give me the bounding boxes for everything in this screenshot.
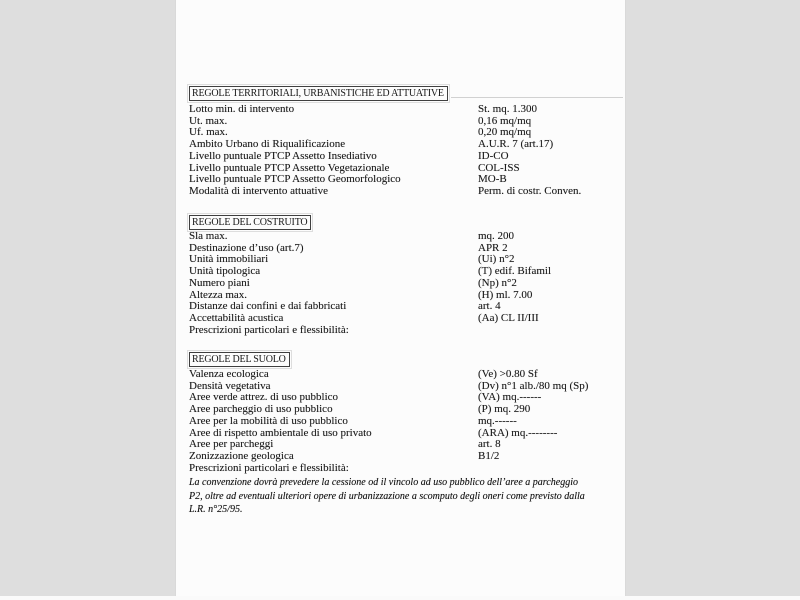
section-rows	[176, 369, 625, 474]
spec-value: Perm. di costr. Conven.	[478, 184, 582, 197]
note-line: La convenzione dovrà prevedere la cessione od il vincolo ad uso pubblico dell’aree a parcheggio	[189, 477, 578, 489]
section-title: REGOLE DEL COSTRUITO	[189, 215, 311, 230]
spec-row	[176, 325, 625, 337]
spec-value: (H) ml. 7.00	[478, 288, 533, 301]
spec-value: 0,16 mq/mq	[478, 114, 532, 127]
spec-value: ID-CO	[478, 149, 509, 162]
spec-label: Destinazione d’uso (art.7)	[189, 241, 304, 254]
section-regole-territoriali	[176, 83, 625, 198]
spec-label: Modalità di intervento attuative	[189, 184, 328, 197]
spec-value: APR 2	[478, 241, 508, 254]
spec-value: A.U.R. 7 (art.17)	[478, 138, 554, 151]
scan-edge-strip	[0, 596, 800, 600]
spec-row	[176, 186, 625, 198]
spec-label: Livello puntuale PTCP Assetto Geomorfologico	[189, 173, 401, 186]
spec-label: Aree verde attrez. di uso pubblico	[189, 391, 339, 404]
spec-value: art. 4	[478, 300, 501, 313]
spec-row	[176, 104, 625, 116]
spec-label: Densità vegetativa	[189, 379, 271, 392]
spec-value: St. mq. 1.300	[478, 103, 537, 115]
spec-row	[176, 451, 625, 463]
spec-value: (P) mq. 290	[478, 403, 531, 416]
prescriptions-note	[176, 476, 625, 517]
spec-label: Sla max.	[189, 230, 228, 242]
note-line: P2, oltre ad eventuali ulteriori opere di urbanizzazione a scomputo degli oneri come previsto dalla	[189, 490, 585, 502]
spec-value: art. 8	[478, 438, 501, 451]
spec-label: Ut. max.	[189, 114, 228, 127]
spec-value: MO-B	[478, 173, 507, 186]
spec-label: Zonizzazione geologica	[189, 449, 294, 462]
section-title: REGOLE TERRITORIALI, URBANISTICHE ED ATTUATIVE	[189, 86, 448, 101]
spec-value: (Aa) CL II/III	[478, 311, 539, 324]
spec-label: Altezza max.	[189, 288, 248, 301]
spec-label: Numero piani	[189, 276, 250, 289]
spec-row	[176, 369, 625, 381]
section-title: REGOLE DEL SUOLO	[189, 352, 290, 367]
spec-value: mq. 200	[478, 230, 515, 242]
spec-label: Aree per la mobilità di uso pubblico	[189, 414, 348, 427]
spec-value: mq.------	[478, 414, 517, 427]
spec-label: Uf. max.	[189, 126, 228, 139]
spec-value: (T) edif. Bifamil	[478, 265, 552, 278]
spec-label: Prescrizioni particolari e flessibilità:	[189, 323, 349, 336]
spec-value: 0,20 mq/mq	[478, 126, 532, 139]
section-rows	[176, 231, 625, 336]
spec-value: (Dv) n°1 alb./80 mq (Sp)	[478, 379, 589, 392]
spec-label: Unità tipologica	[189, 265, 261, 278]
spec-label: Lotto min. di intervento	[189, 103, 295, 115]
spec-label: Aree parcheggio di uso pubblico	[189, 403, 333, 416]
spec-label: Livello puntuale PTCP Assetto Insediativo	[189, 149, 377, 162]
spec-value: (Ui) n°2	[478, 253, 515, 266]
spec-label: Unità immobiliari	[189, 253, 269, 266]
spec-value: (Np) n°2	[478, 276, 517, 289]
spec-row	[176, 416, 625, 428]
spec-label: Accettabilità acustica	[189, 311, 284, 324]
document-page	[176, 0, 625, 600]
spec-value: (Ve) >0.80 Sf	[478, 368, 538, 380]
spec-value	[478, 463, 625, 475]
spec-value: B1/2	[478, 449, 500, 462]
spec-label: Ambito Urbano di Riqualificazione	[189, 138, 346, 151]
spec-label: Valenza ecologica	[189, 368, 269, 380]
spec-value	[478, 325, 625, 337]
spec-row	[176, 231, 625, 243]
spec-row	[176, 116, 625, 128]
spec-value: (ARA) mq.--------	[478, 426, 558, 439]
section-regole-del-costruito	[176, 212, 625, 336]
spec-row	[176, 151, 625, 163]
spec-label: Livello puntuale PTCP Assetto Vegetazionale	[189, 161, 390, 174]
spec-row	[176, 463, 625, 475]
note-line: L.R. n°25/95.	[189, 504, 243, 516]
spec-row	[176, 313, 625, 325]
spec-label: Aree di rispetto ambientale di uso privato	[189, 426, 372, 439]
section-rows	[176, 104, 625, 198]
spec-value: (VA) mq.------	[478, 391, 542, 404]
spec-value: COL-ISS	[478, 161, 520, 174]
section-regole-del-suolo	[176, 349, 625, 517]
spec-row	[176, 278, 625, 290]
spec-label: Aree per parcheggi	[189, 438, 274, 451]
spec-label: Distanze dai confini e dai fabbricati	[189, 300, 347, 313]
spec-label: Prescrizioni particolari e flessibilità:	[189, 461, 349, 474]
